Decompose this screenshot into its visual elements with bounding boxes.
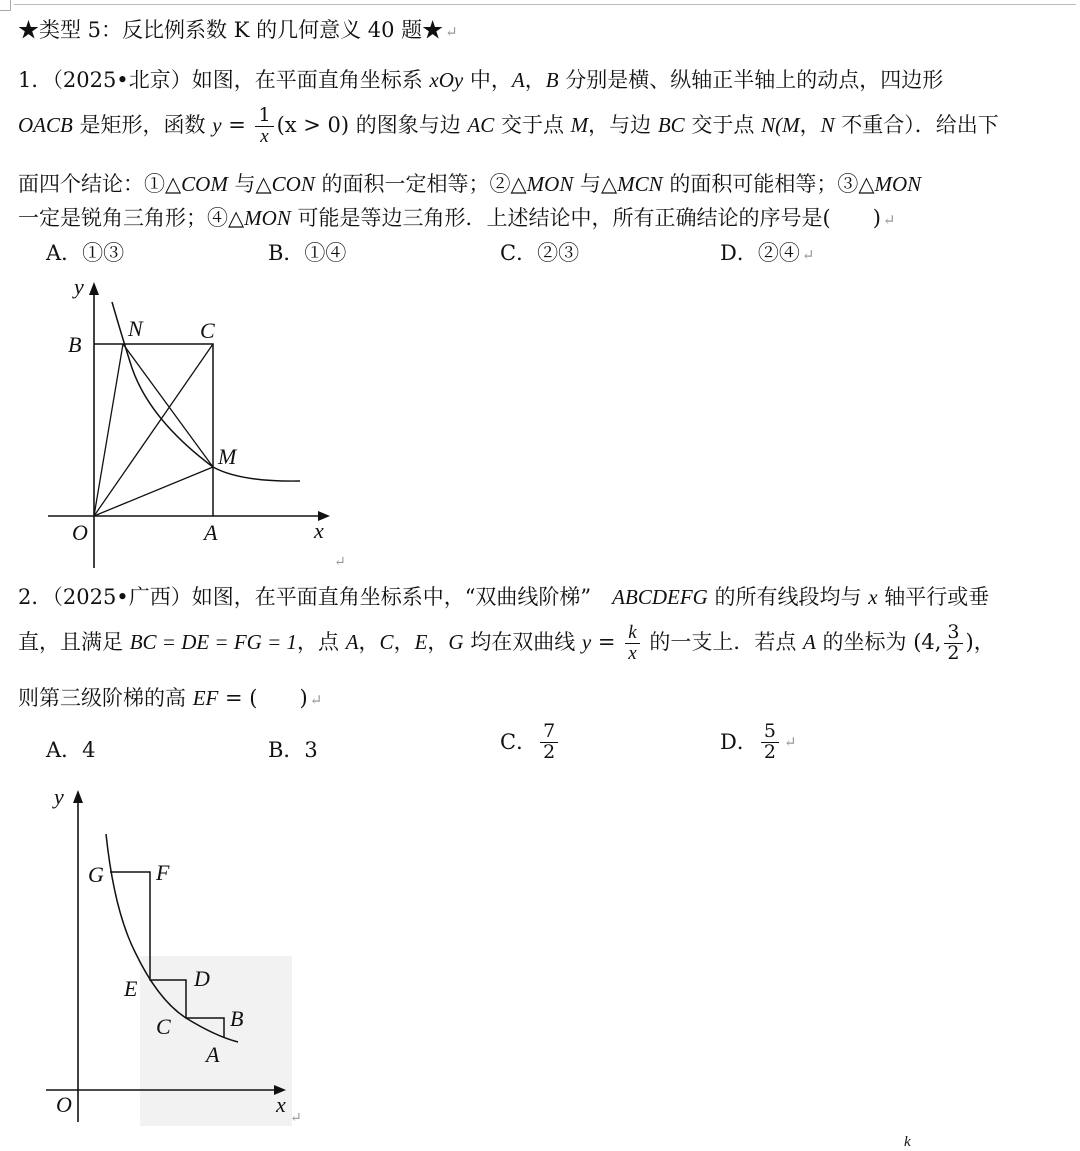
return-mark-icon: ↵: [783, 732, 797, 751]
q2-option-b[interactable]: B．3: [268, 738, 318, 762]
return-mark-icon: ↵: [290, 1110, 302, 1126]
label-f: F: [156, 860, 170, 885]
section-title-text: ★类型 5：反比例系数 K 的几何意义 40 题★: [18, 18, 444, 42]
q1-line-2: OACB 是矩形，函数 y = $\frac{1}{x}$ (x > 0) 的图象与边 AC 交于点 M，与边 BC 交于点 N(M，N 不重合）．给出下: [18, 104, 999, 147]
segment-oc: [94, 344, 213, 516]
section-title: [18, 20, 458, 41]
q1-option-d[interactable]: D．②④ ↵: [720, 241, 815, 265]
label-c: C: [156, 1014, 171, 1039]
q1-line-3: 面四个结论：①△COM 与△CON 的面积一定相等；②△MON 与△MCN 的面积可能相等；③△MON: [18, 172, 922, 196]
label-n: N: [128, 316, 143, 341]
y-axis-arrow-icon: [89, 282, 99, 295]
q1-line-1: 1．（2025•北京）如图，在平面直角坐标系 xOy 中，A，B 分别是横、纵轴正半轴上的动点，四边形: [18, 68, 944, 92]
q2-line-2: 直，且满足 BC = DE = FG = 1，点 A，C，E，G 均在双曲线 y = $\frac{k}{x}$ 的一支上．若点 A 的坐标为 (4, $\frac{3}{2}$ )，: [18, 621, 995, 664]
return-mark-icon: ↵: [801, 246, 815, 264]
segment-om: [94, 467, 213, 516]
q2-option-c[interactable]: C． $\frac{7}{2}$: [500, 722, 561, 763]
q2-option-c-fraction: $\frac{7}{2}$: [540, 722, 558, 763]
q1-figure: [40, 270, 360, 570]
q1-option-a[interactable]: A．①③: [46, 241, 125, 265]
y-axis-arrow-icon: [73, 790, 83, 803]
label-b: B: [230, 1006, 244, 1031]
label-c: C: [200, 318, 215, 343]
return-mark-icon: ↵: [445, 23, 458, 41]
label-m: M: [218, 444, 237, 469]
q2-option-d[interactable]: D． $\frac{5}{2}$ ↵: [720, 720, 797, 763]
label-x: x: [276, 1092, 286, 1117]
label-o: O: [72, 520, 88, 545]
return-mark-icon: ↵: [309, 691, 323, 709]
label-a: A: [204, 520, 218, 545]
q2-fraction-coord: $\frac{3}{2}$: [944, 623, 962, 664]
q2-line-1: 2．（2025•广西）如图，在平面直角坐标系中，“双曲线阶梯” ABCDEFG 的所有线段均与 x 轴平行或垂: [18, 585, 990, 609]
q1-line-4: 一定是锐角三角形；④△MON 可能是等边三角形．上述结论中，所有正确结论的序号是( ) ↵: [18, 206, 896, 230]
label-y: y: [74, 274, 84, 299]
q2-option-a[interactable]: A．4: [46, 738, 96, 762]
q2-fraction-k: $\frac{k}{x}$: [625, 623, 639, 664]
q2-figure: [40, 780, 320, 1130]
page-top-border: [14, 4, 1076, 5]
label-o: O: [56, 1092, 72, 1117]
stray-glyph: k: [904, 1134, 911, 1150]
label-d: D: [194, 966, 210, 991]
figure-shaded-area: [140, 956, 292, 1126]
q2-line-3: 则第三级阶梯的高 EF = ( ) ↵: [18, 686, 323, 710]
page-corner-mark: [0, 0, 11, 11]
return-mark-icon: ↵: [882, 211, 896, 229]
label-e: E: [124, 976, 138, 1001]
label-a: A: [206, 1042, 220, 1067]
label-g: G: [88, 862, 104, 887]
q1-option-c[interactable]: C．②③: [500, 241, 580, 265]
label-x: x: [314, 518, 324, 543]
q1-option-b[interactable]: B．①④: [268, 241, 347, 265]
label-b: B: [68, 332, 82, 357]
q2-option-d-fraction: $\frac{5}{2}$: [761, 722, 779, 763]
label-y: y: [54, 784, 64, 809]
q1-fraction: $\frac{1}{x}$: [255, 106, 273, 147]
segment-on: [94, 344, 123, 516]
return-mark-icon: ↵: [334, 554, 346, 570]
